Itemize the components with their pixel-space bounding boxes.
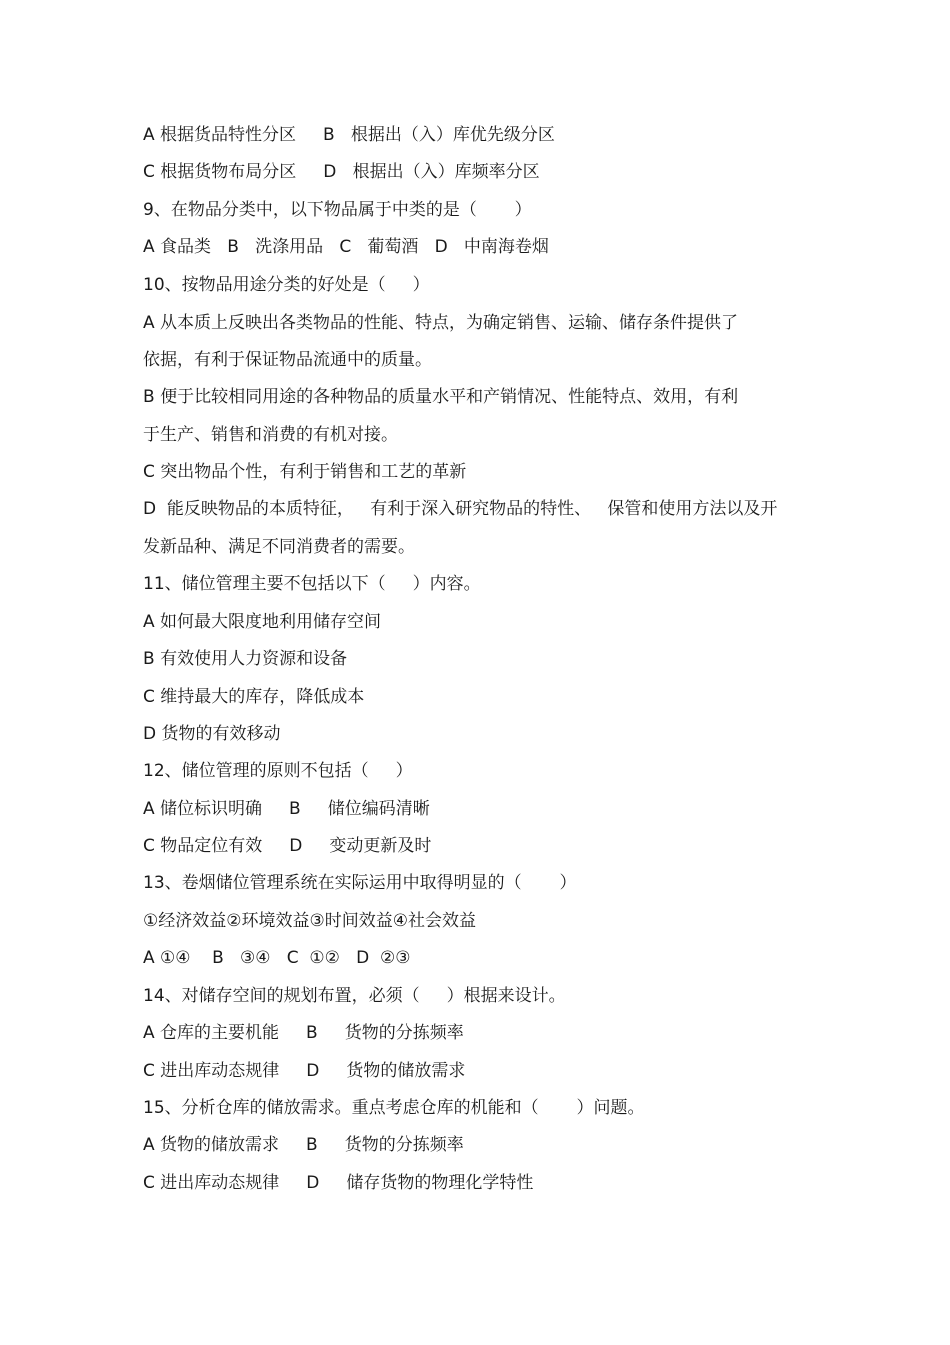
- text-line: 于生产、销售和消费的有机对接。: [143, 425, 398, 445]
- text-line: B 有效使用人力资源和设备: [143, 649, 348, 669]
- text-line: B 便于比较相同用途的各种物品的质量水平和产销情况、性能特点、效用，有利: [143, 387, 739, 407]
- text-line: C 物品定位有效 D 变动更新及时: [143, 836, 432, 856]
- text-line: 依据，有利于保证物品流通中的质量。: [143, 350, 432, 370]
- question-12: 12、储位管理的原则不包括（ ）: [143, 761, 413, 781]
- text-line: C 根据货物布局分区 D 根据出（入）库频率分区: [143, 162, 540, 182]
- question-11: 11、储位管理主要不包括以下（ ）内容。: [143, 574, 481, 594]
- text-line: ①经济效益②环境效益③时间效益④社会效益: [143, 911, 476, 931]
- question-10: 10、按物品用途分类的好处是（ ）: [143, 275, 430, 295]
- text-line: C 进出库动态规律 D 货物的储放需求: [143, 1061, 466, 1081]
- question-13: 13、卷烟储位管理系统在实际运用中取得明显的（ ）: [143, 873, 577, 893]
- text-line: C 突出物品个性，有利于销售和工艺的革新: [143, 462, 467, 482]
- text-line: A 如何最大限度地利用储存空间: [143, 612, 382, 632]
- text-line: 发新品种、满足不同消费者的需要。: [143, 537, 415, 557]
- text-line: A ①④ B ③④ C ①② D ②③: [143, 948, 411, 968]
- question-15: 15、分析仓库的储放需求。重点考虑仓库的机能和（ ）问题。: [143, 1098, 645, 1118]
- text-line: D 货物的有效移动: [143, 724, 281, 744]
- text-line: A 货物的储放需求 B 货物的分拣频率: [143, 1135, 464, 1155]
- text-line: A 根据货品特性分区 B 根据出（入）库优先级分区: [143, 125, 555, 145]
- text-line: D 能反映物品的本质特征， 有利于深入研究物品的特性、 保管和使用方法以及开: [143, 499, 778, 519]
- question-14: 14、对储存空间的规划布置，必须（ ）根据来设计。: [143, 986, 566, 1006]
- text-line: C 进出库动态规律 D 储存货物的物理化学特性: [143, 1173, 534, 1193]
- text-line: A 储位标识明确 B 储位编码清晰: [143, 799, 430, 819]
- question-9: 9、在物品分类中，以下物品属于中类的是（ ）: [143, 200, 532, 220]
- text-line: A 食品类 B 洗涤用品 C 葡萄酒 D 中南海卷烟: [143, 237, 549, 257]
- text-line: A 从本质上反映出各类物品的性能、特点，为确定销售、运输、储存条件提供了: [143, 313, 739, 333]
- text-line: C 维持最大的库存，降低成本: [143, 687, 365, 707]
- text-line: A 仓库的主要机能 B 货物的分拣频率: [143, 1023, 464, 1043]
